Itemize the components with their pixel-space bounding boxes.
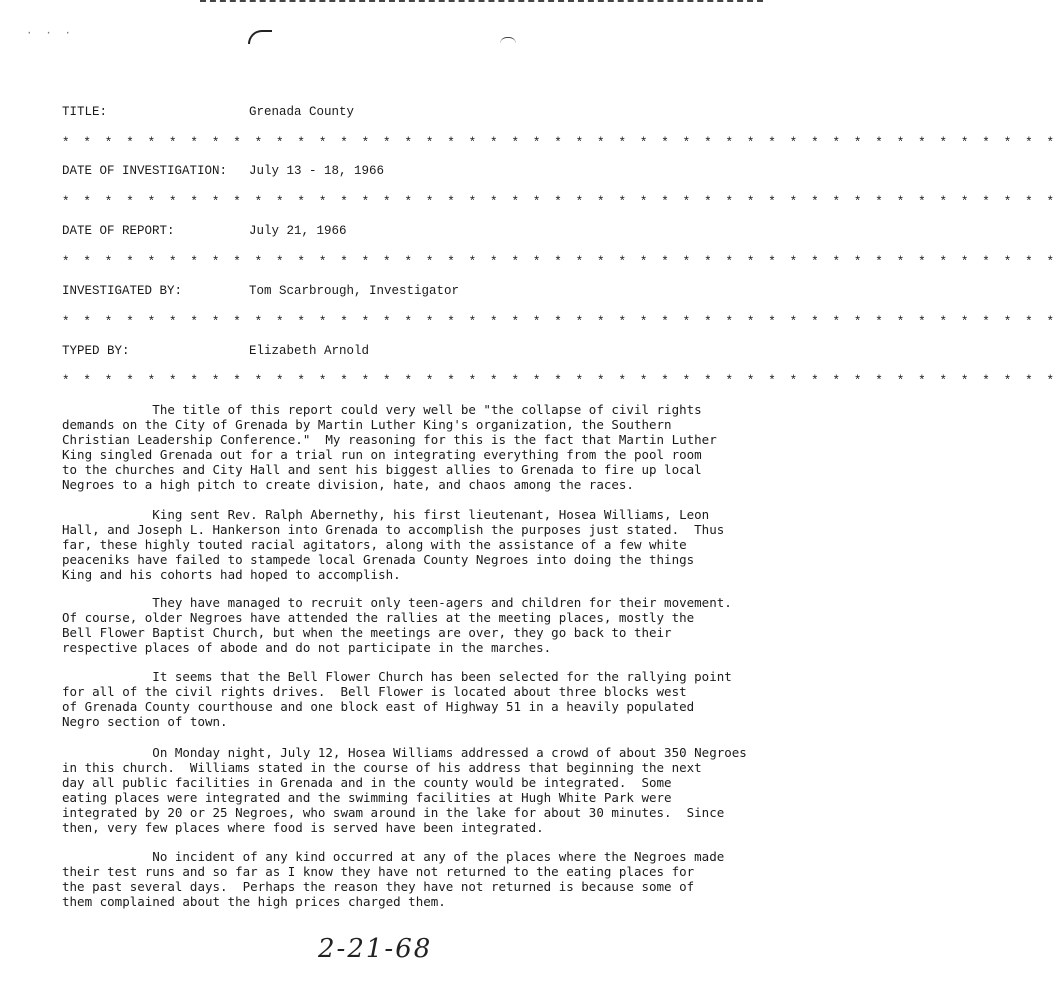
stamp-mark (248, 30, 272, 44)
title-label: TITLE: (62, 105, 108, 119)
separator: * * * * * * * * * * * * * * * * * * * * * * * * * * * * * * * * * * * * * * * * * * * * * * * (62, 374, 1057, 388)
paragraph: On Monday night, July 12, Hosea Williams addressed a crowd of about 350 Negroes in this church. Williams stated in the course of his address that beginning the next day all public facilities in Grenada and in the county would be integrated. Some eating places were integrated and the swimming facilities at Hugh White Park were integrated by 20 or 25 Negroes, who swam around in the lake for about 30 minutes. Since then, very few places where food is served have been integrated. (62, 745, 747, 835)
investigated-by-label: INVESTIGATED BY: (62, 284, 183, 298)
paragraph: It seems that the Bell Flower Church has been selected for the rallying point for all of the civil rights drives. Bell Flower is located about three blocks west of Grenada County courthouse and one block east of Highway 51 in a heavily populated Negro section of town. (62, 669, 732, 729)
date-investigation-value: July 13 - 18, 1966 (249, 164, 385, 178)
paragraph: The title of this report could very well be "the collapse of civil rights demands on the City of Grenada by Martin Luther King's organization, the Southern Christian Leadership Conference." My reasoning for this is the fact that Martin Luther King singled Grenada out for a trial run on integrating everything from the pool room to the churches and City Hall and sent his biggest allies to Grenada to fire up local Negroes to a high pitch to create division, hate, and chaos among the races. (62, 402, 717, 492)
separator: * * * * * * * * * * * * * * * * * * * * * * * * * * * * * * * * * * * * * * * * * * * * * * * (62, 315, 1057, 329)
paragraph: King sent Rev. Ralph Abernethy, his first lieutenant, Hosea Williams, Leon Hall, and Joseph L. Hankerson into Grenada to accomplish the purposes just stated. Thus far, these highly touted racial agitators, along with the assistance of a few white peaceniks have failed to stampede local Grenada County Negroes into doing the things King and his cohorts had hoped to accomplish. (62, 507, 725, 582)
separator: * * * * * * * * * * * * * * * * * * * * * * * * * * * * * * * * * * * * * * * * * * * * * * * (62, 136, 1057, 150)
paragraph: No incident of any kind occurred at any of the places where the Negroes made their test runs and so far as I know they have not returned to the eating places for the past several days. Perhaps the reason they have not returned is because some of them complained about the high prices charged them. (62, 849, 725, 909)
separator: * * * * * * * * * * * * * * * * * * * * * * * * * * * * * * * * * * * * * * * * * * * * * * * (62, 255, 1057, 269)
typed-by-label: TYPED BY: (62, 344, 130, 358)
date-report-value: July 21, 1966 (249, 224, 347, 238)
paragraph: They have managed to recruit only teen-agers and children for their movement. Of course, older Negroes have attended the rallies at the meeting places, mostly the Bell Flower Baptist Church, but when the meetings are over, they go back to their respective places of abode and do not participate in the marches. (62, 595, 732, 655)
date-investigation-label: DATE OF INVESTIGATION: (62, 164, 228, 178)
title-value: Grenada County (249, 105, 355, 119)
handwritten-date-note: 2-21-68 (318, 934, 433, 964)
top-edge-dashes (200, 0, 763, 5)
typed-by-value: Elizabeth Arnold (249, 344, 370, 358)
date-report-label: DATE OF REPORT: (62, 224, 175, 238)
scan-marks: · · · (26, 28, 75, 40)
investigated-by-value: Tom Scarbrough, Investigator (249, 284, 460, 298)
stamp-mark-small (500, 37, 516, 44)
separator: * * * * * * * * * * * * * * * * * * * * * * * * * * * * * * * * * * * * * * * * * * * * * * * (62, 195, 1057, 209)
